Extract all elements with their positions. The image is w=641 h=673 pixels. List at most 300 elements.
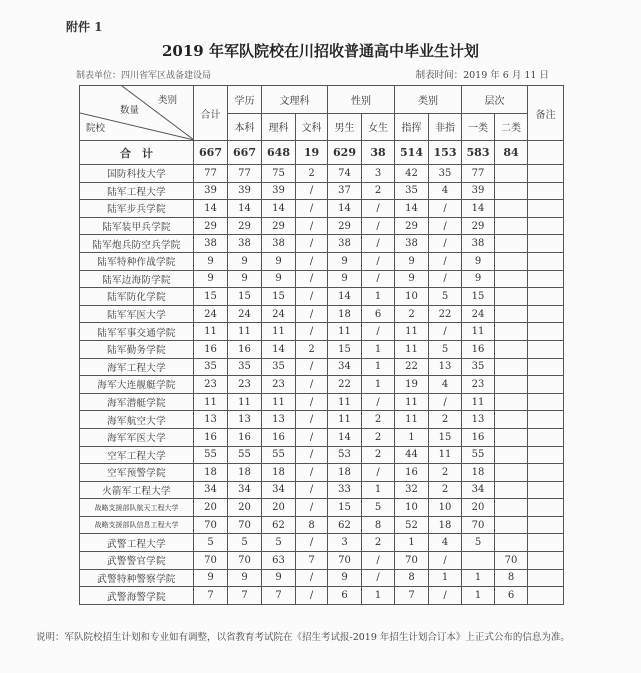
school-name: 战略支援部队信息工程大学 — [80, 516, 194, 534]
table-cell: 35 — [462, 358, 495, 376]
table-cell: / — [296, 305, 328, 323]
enrollment-plan-table — [79, 85, 562, 623]
table-row — [80, 252, 564, 270]
table-cell: 11 — [194, 393, 228, 411]
subheader-command: 指挥 — [395, 113, 429, 141]
table-cell — [528, 340, 564, 358]
table-cell — [528, 288, 564, 306]
table-cell: / — [296, 376, 328, 394]
school-name: 陆军特种作战学院 — [80, 252, 194, 270]
table-cell: 2 — [362, 411, 395, 429]
table-cell: 8 — [362, 516, 395, 534]
corner-label-quantity: 数量 — [120, 105, 140, 116]
table-cell: 23 — [462, 376, 495, 394]
table-cell: 38 — [194, 235, 228, 253]
table-cell: 22 — [328, 376, 362, 394]
table-cell: 2 — [362, 428, 395, 446]
table-cell: / — [296, 235, 328, 253]
table-cell: 3 — [328, 534, 362, 552]
table-cell — [528, 217, 564, 235]
table-cell — [528, 165, 564, 183]
table-cell: 35 — [429, 165, 462, 183]
table-cell: / — [429, 393, 462, 411]
table-cell: 38 — [262, 235, 296, 253]
table-cell: 75 — [262, 165, 296, 183]
table-cell — [528, 499, 564, 517]
total-cell: 648 — [262, 141, 296, 165]
table-cell: 13 — [462, 411, 495, 429]
table-cell: / — [296, 252, 328, 270]
table-cell: 9 — [194, 569, 228, 587]
table-cell: / — [362, 252, 395, 270]
table-cell: / — [429, 200, 462, 218]
table-cell: 11 — [395, 340, 429, 358]
table-cell: 14 — [262, 200, 296, 218]
school-name: 国防科技大学 — [80, 165, 194, 183]
school-name: 空军预警学院 — [80, 464, 194, 482]
header-total: 合计 — [194, 86, 228, 141]
corner-label-school: 院校 — [86, 123, 106, 134]
table-cell: 15 — [462, 288, 495, 306]
table-cell: 16 — [462, 340, 495, 358]
table-cell: 5 — [429, 340, 462, 358]
table-cell: 9 — [262, 270, 296, 288]
subheader-arts: 文科 — [296, 113, 328, 141]
table-row — [80, 393, 564, 411]
table-row — [80, 270, 564, 288]
table-cell: 11 — [262, 393, 296, 411]
table-cell: / — [296, 481, 328, 499]
table-cell: 9 — [328, 252, 362, 270]
table-cell: 1 — [429, 569, 462, 587]
table-cell — [495, 217, 528, 235]
table-cell: 20 — [228, 499, 262, 517]
table-cell: 20 — [462, 499, 495, 517]
table-cell: 8 — [296, 516, 328, 534]
table-cell: 33 — [328, 481, 362, 499]
table-cell: 29 — [194, 217, 228, 235]
table-cell: 29 — [328, 217, 362, 235]
table-cell: / — [362, 200, 395, 218]
table-cell — [528, 516, 564, 534]
table-row — [80, 200, 564, 218]
table-cell: / — [429, 587, 462, 605]
table-cell — [528, 428, 564, 446]
table-cell: / — [296, 200, 328, 218]
table-cell: / — [296, 411, 328, 429]
table-cell — [528, 569, 564, 587]
table-row — [80, 340, 564, 358]
table-cell: 18 — [262, 464, 296, 482]
table-cell: 11 — [395, 393, 429, 411]
table-cell: 39 — [262, 182, 296, 200]
table-cell: 62 — [328, 516, 362, 534]
table-cell: 14 — [328, 428, 362, 446]
header-level: 层次 — [462, 86, 528, 114]
table-row — [80, 499, 564, 517]
table-row — [80, 165, 564, 183]
table-row — [80, 305, 564, 323]
total-cell: 514 — [395, 141, 429, 165]
table-cell: 11 — [328, 411, 362, 429]
table-cell: 39 — [462, 182, 495, 200]
table-cell: 35 — [395, 182, 429, 200]
school-name: 陆军步兵学院 — [80, 200, 194, 218]
table-cell: / — [362, 235, 395, 253]
table-cell: / — [296, 270, 328, 288]
table-cell: 53 — [328, 446, 362, 464]
school-name: 海军工程大学 — [80, 358, 194, 376]
table-cell: 16 — [194, 340, 228, 358]
table-cell — [528, 358, 564, 376]
table-cell — [462, 552, 495, 570]
table-cell: / — [296, 534, 328, 552]
table-cell: 13 — [194, 411, 228, 429]
table-cell: 9 — [228, 569, 262, 587]
table-cell: 8 — [495, 569, 528, 587]
table-cell: 44 — [395, 446, 429, 464]
table-cell: 15 — [262, 288, 296, 306]
table-cell: 2 — [362, 182, 395, 200]
table-cell — [528, 305, 564, 323]
header-category: 类别 — [395, 86, 462, 114]
table-cell: 15 — [328, 499, 362, 517]
table-cell — [528, 235, 564, 253]
table-cell: 1 — [362, 481, 395, 499]
table-cell: 20 — [194, 499, 228, 517]
table-cell: 29 — [462, 217, 495, 235]
table-cell: / — [362, 270, 395, 288]
table-cell: 39 — [228, 182, 262, 200]
table-cell: 9 — [228, 252, 262, 270]
table-cell: / — [362, 464, 395, 482]
table-cell — [495, 235, 528, 253]
table-cell — [528, 446, 564, 464]
table-cell: 18 — [228, 464, 262, 482]
table-cell — [495, 323, 528, 341]
table-cell: / — [429, 252, 462, 270]
table-cell: 70 — [194, 552, 228, 570]
school-name: 战略支援部队航天工程大学 — [80, 499, 194, 517]
table-cell: 14 — [328, 200, 362, 218]
table-cell — [528, 552, 564, 570]
table-cell — [495, 481, 528, 499]
table-cell: 16 — [228, 340, 262, 358]
table-cell: 23 — [194, 376, 228, 394]
table-cell — [528, 182, 564, 200]
table-row — [80, 288, 564, 306]
table-cell — [495, 393, 528, 411]
table-cell: 62 — [262, 516, 296, 534]
table-cell: / — [296, 428, 328, 446]
total-cell — [528, 141, 564, 165]
table-cell: 1 — [395, 534, 429, 552]
table-cell: / — [296, 182, 328, 200]
school-name: 陆军军事交通学院 — [80, 323, 194, 341]
header-remark: 备注 — [528, 86, 564, 141]
table-cell: / — [296, 323, 328, 341]
table-cell: / — [296, 393, 328, 411]
table-cell: 34 — [462, 481, 495, 499]
table-cell: 11 — [228, 393, 262, 411]
table-row — [80, 323, 564, 341]
table-cell: 13 — [262, 411, 296, 429]
table-cell: 1 — [462, 569, 495, 587]
footnote-line-1: 说明：军队院校招生计划和专业如有调整，以省教育考试院在《招生考试报-2019 年招生计划合订本》上正式 — [36, 632, 494, 643]
table-cell: 77 — [228, 165, 262, 183]
table-cell: 19 — [395, 376, 429, 394]
table-cell — [528, 200, 564, 218]
table-cell — [495, 534, 528, 552]
table-cell: 22 — [395, 358, 429, 376]
table-cell: 10 — [395, 288, 429, 306]
table-cell: / — [296, 587, 328, 605]
issue-date: 制表时间：2019 年 6 月 11 日 — [415, 70, 549, 81]
table-cell: / — [429, 552, 462, 570]
table-cell: 7 — [296, 552, 328, 570]
table-cell: 22 — [429, 305, 462, 323]
table-cell: 11 — [462, 393, 495, 411]
table-cell — [495, 499, 528, 517]
table-cell — [528, 464, 564, 482]
table-cell: 29 — [228, 217, 262, 235]
school-name: 陆军防化学院 — [80, 288, 194, 306]
school-name: 海军航空大学 — [80, 411, 194, 429]
table-cell: 55 — [462, 446, 495, 464]
school-name: 陆军装甲兵学院 — [80, 217, 194, 235]
table-row — [80, 182, 564, 200]
table-cell — [528, 270, 564, 288]
table-cell: 4 — [429, 376, 462, 394]
table-cell: 15 — [194, 288, 228, 306]
school-name: 海军大连舰艇学院 — [80, 376, 194, 394]
table-cell: 18 — [429, 516, 462, 534]
table-cell: 38 — [462, 235, 495, 253]
table-cell: 15 — [429, 428, 462, 446]
total-cell: 38 — [362, 141, 395, 165]
table-cell — [495, 516, 528, 534]
table-cell: 7 — [194, 587, 228, 605]
table-row — [80, 534, 564, 552]
table-cell: 34 — [194, 481, 228, 499]
table-cell: 9 — [462, 252, 495, 270]
table-cell: / — [296, 499, 328, 517]
table-cell: 63 — [262, 552, 296, 570]
school-name: 陆军军医大学 — [80, 305, 194, 323]
table-cell: 35 — [262, 358, 296, 376]
table-cell: 29 — [262, 217, 296, 235]
table-cell: 11 — [262, 323, 296, 341]
table-cell: 11 — [328, 393, 362, 411]
issuing-unit: 制表单位：四川省军区战备建设局 — [76, 71, 212, 81]
table-cell: 23 — [262, 376, 296, 394]
table-cell: 6 — [362, 305, 395, 323]
table-cell — [495, 182, 528, 200]
school-name: 武警特种警察学院 — [80, 569, 194, 587]
table-cell: 14 — [395, 200, 429, 218]
table-cell: 11 — [462, 323, 495, 341]
table-cell: 2 — [429, 481, 462, 499]
total-cell: 629 — [328, 141, 362, 165]
table-cell: 6 — [495, 587, 528, 605]
table-cell — [495, 411, 528, 429]
table-cell: 23 — [228, 376, 262, 394]
school-name: 火箭军工程大学 — [80, 481, 194, 499]
table-cell: 70 — [395, 552, 429, 570]
table-cell: 5 — [462, 534, 495, 552]
table-cell: 34 — [228, 481, 262, 499]
table-cell: 55 — [262, 446, 296, 464]
table-cell: 1 — [395, 428, 429, 446]
table-row — [80, 358, 564, 376]
table-cell: / — [429, 217, 462, 235]
table-cell: 13 — [429, 358, 462, 376]
total-cell: 667 — [194, 141, 228, 165]
table-cell: 6 — [328, 587, 362, 605]
table-cell: 5 — [362, 499, 395, 517]
total-cell: 19 — [296, 141, 328, 165]
table-row — [80, 552, 564, 570]
table-cell: / — [296, 446, 328, 464]
table-row — [80, 428, 564, 446]
school-name: 陆军边海防学院 — [80, 270, 194, 288]
table-cell: / — [296, 217, 328, 235]
table-cell: 1 — [462, 587, 495, 605]
table-cell — [495, 288, 528, 306]
table-cell: 1 — [362, 358, 395, 376]
school-name: 武警工程大学 — [80, 534, 194, 552]
table-cell: 18 — [328, 464, 362, 482]
school-name: 武警警官学院 — [80, 552, 194, 570]
table-cell: 1 — [362, 376, 395, 394]
table-cell: 9 — [462, 270, 495, 288]
total-cell: 583 — [462, 141, 495, 165]
table-cell: 34 — [328, 358, 362, 376]
table-cell: 38 — [395, 235, 429, 253]
total-row-label: 合 计 — [80, 141, 194, 165]
table-cell: 9 — [262, 252, 296, 270]
table-cell: 9 — [262, 569, 296, 587]
table-cell: 1 — [362, 340, 395, 358]
table-cell: / — [429, 235, 462, 253]
table-cell: 15 — [228, 288, 262, 306]
table-cell: 15 — [328, 340, 362, 358]
total-cell: 667 — [228, 141, 262, 165]
subheader-male: 男生 — [328, 113, 362, 141]
table-cell: 52 — [395, 516, 429, 534]
table-cell: 1 — [362, 288, 395, 306]
table-cell: 8 — [395, 569, 429, 587]
footnote — [12, 630, 572, 646]
table-cell: 5 — [228, 534, 262, 552]
table-row — [80, 217, 564, 235]
header-gender: 性别 — [328, 86, 395, 114]
total-row — [80, 141, 564, 165]
table-cell: 9 — [395, 270, 429, 288]
table-cell — [528, 323, 564, 341]
table-cell: 55 — [228, 446, 262, 464]
table-cell: / — [429, 270, 462, 288]
table-cell: 11 — [395, 323, 429, 341]
table-cell: / — [362, 569, 395, 587]
table-cell: 11 — [328, 323, 362, 341]
footnote-line-2: 公布的信息为准。 — [493, 632, 570, 643]
table-cell: 70 — [328, 552, 362, 570]
subheader-female: 女生 — [362, 113, 395, 141]
corner-label-category: 类别 — [158, 95, 178, 106]
table-cell: 18 — [328, 305, 362, 323]
header-education: 学历 — [228, 86, 262, 114]
total-cell: 153 — [429, 141, 462, 165]
table-cell: / — [362, 552, 395, 570]
table-cell — [495, 358, 528, 376]
table-cell: / — [296, 569, 328, 587]
table-cell: 32 — [395, 481, 429, 499]
table-cell: 10 — [395, 499, 429, 517]
attachment-label: 附件 1 — [66, 20, 103, 34]
table-cell: 14 — [228, 200, 262, 218]
table-cell: 9 — [228, 270, 262, 288]
table-row — [80, 446, 564, 464]
table-cell: 14 — [328, 288, 362, 306]
table-cell: 1 — [362, 587, 395, 605]
table-cell: / — [429, 323, 462, 341]
table-cell — [495, 252, 528, 270]
table-cell: 9 — [194, 270, 228, 288]
table-cell: 77 — [462, 165, 495, 183]
table-cell: 14 — [462, 200, 495, 218]
table-cell: 74 — [328, 165, 362, 183]
corner-header-cell — [80, 86, 194, 141]
table-row — [80, 376, 564, 394]
table-cell: 2 — [296, 165, 328, 183]
table-cell — [528, 587, 564, 605]
table-cell: 2 — [429, 464, 462, 482]
table-cell: 39 — [194, 182, 228, 200]
table-cell: 2 — [362, 446, 395, 464]
table-cell: 16 — [228, 428, 262, 446]
table-cell — [495, 200, 528, 218]
table-cell: 37 — [328, 182, 362, 200]
table-cell: 2 — [362, 534, 395, 552]
table-cell — [495, 165, 528, 183]
subheader-science: 理科 — [262, 113, 296, 141]
table-cell — [528, 376, 564, 394]
table-row — [80, 481, 564, 499]
table-cell — [495, 270, 528, 288]
table-cell: 16 — [194, 428, 228, 446]
table-cell: 34 — [262, 481, 296, 499]
table-row — [80, 464, 564, 482]
table-cell: 70 — [228, 552, 262, 570]
table-cell: 55 — [194, 446, 228, 464]
table-cell: 4 — [429, 534, 462, 552]
table-cell: 38 — [228, 235, 262, 253]
document-title: 2019 年军队院校在川招收普通高中毕业生计划 — [162, 42, 479, 60]
subheader-undergrad: 本科 — [228, 113, 262, 141]
table-cell: 14 — [194, 200, 228, 218]
total-cell: 84 — [495, 141, 528, 165]
table-cell: 70 — [228, 516, 262, 534]
table-cell: 3 — [362, 165, 395, 183]
school-name: 陆军工程大学 — [80, 182, 194, 200]
table-cell — [495, 464, 528, 482]
table-cell: 9 — [194, 252, 228, 270]
table-cell: 38 — [328, 235, 362, 253]
table-cell: 24 — [462, 305, 495, 323]
table-cell: 9 — [395, 252, 429, 270]
table-cell: 24 — [194, 305, 228, 323]
